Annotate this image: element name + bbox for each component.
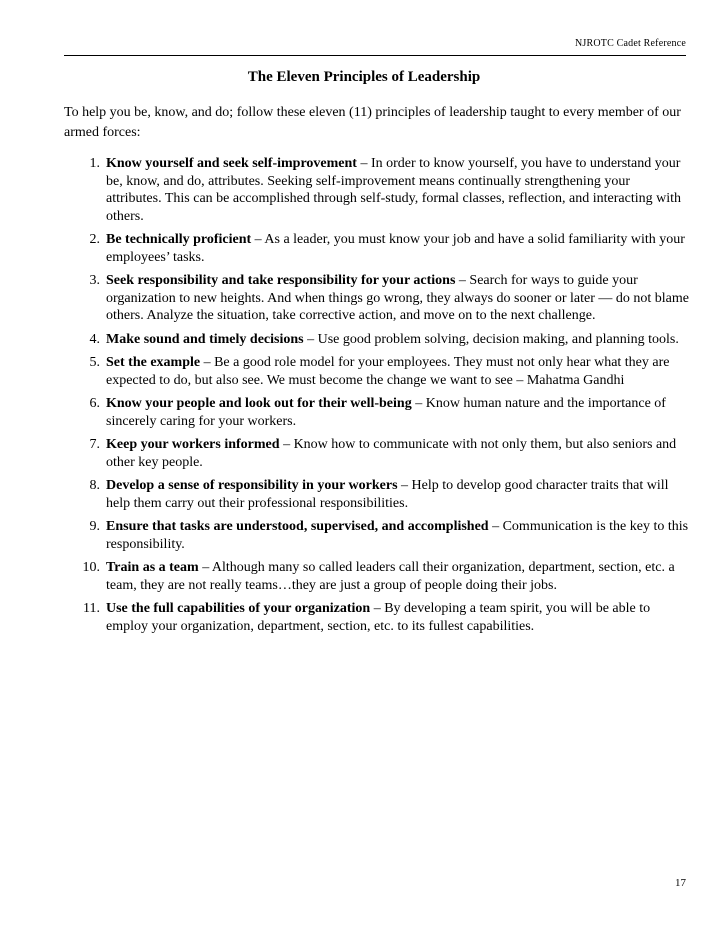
item-body: – Communication is the key to this responsibility. [106,519,689,552]
page-title: The Eleven Principles of Leadership [247,69,481,85]
list-item [64,331,689,349]
list-item [64,518,689,553]
item-number: 9. [89,519,100,534]
item-lead: Develop a sense of responsibility in your workers [106,478,398,493]
item-lead: Use the full capabilities of your organization [106,601,371,616]
item-number: 6. [89,396,100,411]
item-number: 8. [89,478,100,493]
item-body: – As a leader, you must know your job and have a solid familiarity with your employees’ tasks. [106,232,685,265]
principles-list [64,155,689,641]
item-body: – Help to develop good character traits that will help them carry out their professional responsibilities. [106,478,669,511]
list-item [64,600,689,635]
item-number: 3. [89,273,100,288]
running-header: NJROTC Cadet Reference [574,38,686,49]
list-item [64,395,689,430]
item-body: – Know human nature and the importance of sincerely caring for your workers. [106,396,666,429]
item-number: 5. [89,355,100,370]
item-number: 1. [89,156,100,171]
item-lead: Train as a team [106,560,199,575]
list-item [64,354,689,389]
item-body: – Although many so called leaders call their organization, department, section, etc. a team, they are not really teams…they are just a group of people doing their jobs. [106,560,675,593]
list-item [64,436,689,471]
item-lead: Seek responsibility and take responsibility for your actions [106,273,456,288]
item-lead: Know your people and look out for their well-being [106,396,412,411]
item-lead: Keep your workers informed [106,437,280,452]
intro-paragraph: To help you be, know, and do; follow these eleven (11) principles of leadership taught to every member of our armed forces: [64,105,681,140]
item-number: 11. [83,601,100,616]
item-body: – Be a good role model for your employees. They must not only hear what they are expected to do, but also see. We must become the change we want to see – Mahatma Gandhi [106,355,670,388]
item-lead: Be technically proficient [106,232,252,247]
page-number: 17 [675,877,686,889]
list-item [64,559,689,594]
item-lead: Make sound and timely decisions [106,331,304,347]
list-item [64,272,689,325]
list-item [64,231,689,266]
item-number: 2. [89,232,100,247]
list-item [64,155,689,225]
item-lead: Ensure that tasks are understood, supervised, and accomplished [106,519,489,534]
item-number: 4. [89,331,100,347]
item-lead: Know yourself and seek self-improvement [106,156,357,171]
item-lead: Set the example [106,355,201,370]
item-body: – Use good problem solving, decision making, and planning tools. [303,331,679,347]
item-body: – Search for ways to guide your organization to new heights. And when things go wrong, they always do sooner or later — do not blame others. Analyze the situation, take corrective action, and move on to the next challenge. [106,273,689,323]
item-body: – Know how to communicate with not only them, but also seniors and other key people. [106,437,677,470]
list-item [64,477,689,512]
item-body: – By developing a team spirit, you will be able to employ your organization, department, section, etc. to its fullest capabilities. [106,601,651,634]
header-rule [64,55,686,56]
item-number: 7. [89,437,100,452]
item-number: 10. [82,560,100,575]
item-body: – In order to know yourself, you have to understand your be, know, and do, attributes. Seeking self-improvement means continually strengthening your attributes. This can be accomplished through self-study, formal classes, reflection, and interacting with others. [106,156,681,224]
